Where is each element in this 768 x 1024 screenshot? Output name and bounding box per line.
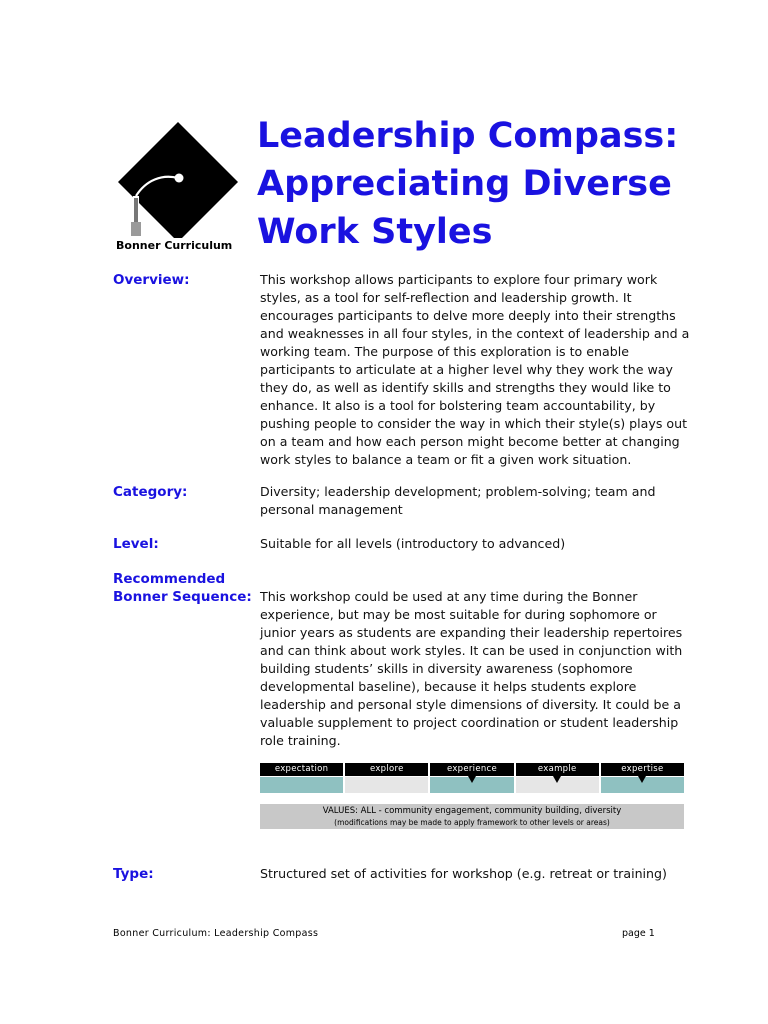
stage-expectation xyxy=(260,763,343,776)
text-line: This workshop allows participants to explore four primary work xyxy=(260,272,658,287)
text-line: pushing people to consider the way in which their style(s) plays out xyxy=(260,416,688,431)
text-line: This workshop could be used at any time during the Bonner xyxy=(260,589,638,604)
bonner-curriculum-logo xyxy=(112,118,242,258)
stage-label: explore xyxy=(369,764,404,774)
stage-marker-icon xyxy=(553,776,561,783)
text-line: valuable supplement to project coordination or student leadership xyxy=(260,715,679,730)
title-line: Work Styles xyxy=(257,212,493,252)
logo-caption: Bonner Curriculum xyxy=(116,239,233,252)
text-line: personal management xyxy=(260,502,403,517)
overview-text xyxy=(260,271,690,469)
text-line: participants to articulate at a higher level why they work the way xyxy=(260,362,673,377)
level-label xyxy=(113,535,159,553)
stage-fill-expectation xyxy=(260,777,343,793)
stage-label: expertise xyxy=(621,764,664,774)
sequence-label-line: Recommended xyxy=(113,571,226,587)
text-line: developmental baseline), because it helps students explore xyxy=(260,679,637,694)
text-line: styles, as a tool for self-reflection and leadership growth. It xyxy=(260,290,632,305)
category-label-text: Category: xyxy=(113,484,188,500)
type-label-text: Type: xyxy=(113,866,154,882)
values-note: (modifications may be made to apply framework to other levels or areas) xyxy=(334,818,610,827)
sequence-text xyxy=(260,588,690,750)
text-line: and can think about work styles. It can be used in conjunction with xyxy=(260,643,683,658)
level-text xyxy=(260,535,690,553)
text-line: Structured set of activities for workshop (e.g. retreat or training) xyxy=(260,866,667,881)
type-text xyxy=(260,865,690,883)
stage-label: experience xyxy=(446,764,498,774)
text-line: on a team and how each person might become better at changing xyxy=(260,434,680,449)
category-label xyxy=(113,483,187,501)
text-line: they do, as well as identify skills and strengths they would like to xyxy=(260,380,671,395)
level-label-text: Level: xyxy=(113,536,159,552)
text-line: leadership and personal style dimensions of diversity. It could be a xyxy=(260,697,681,712)
sequence-label-line: Bonner Sequence: xyxy=(113,589,252,605)
sequence-label xyxy=(113,570,252,606)
values-line: VALUES: ALL - community engagement, community building, diversity xyxy=(322,806,622,816)
bonner-sequence-graphic xyxy=(260,763,684,829)
title-line: Leadership Compass: xyxy=(257,116,679,156)
text-line: encourages participants to delve more deeply into their strengths xyxy=(260,308,676,323)
stage-fill-explore xyxy=(345,777,428,793)
values-box xyxy=(260,804,684,829)
category-text xyxy=(260,483,690,519)
page-number: page 1 xyxy=(622,928,655,939)
text-line: building students’ skills in diversity awareness (sophomore xyxy=(260,661,633,676)
stage-header-row xyxy=(260,763,684,776)
text-line: role training. xyxy=(260,733,341,748)
stage-marker-icon xyxy=(468,776,476,783)
stage-example xyxy=(516,763,599,776)
footer-title: Bonner Curriculum: Leadership Compass xyxy=(113,928,319,939)
text-line: enhance. It also is a tool for bolstering team accountability, by xyxy=(260,398,656,413)
stage-experience xyxy=(430,763,513,776)
text-line: working team. The purpose of this exploration is to enable xyxy=(260,344,629,359)
stage-label: expectation xyxy=(274,764,329,774)
type-label xyxy=(113,865,154,883)
text-line: junior years as students are expanding their leadership repertoires xyxy=(260,625,683,640)
page-title xyxy=(257,112,678,256)
stage-expertise xyxy=(601,763,684,776)
text-line: work styles to balance a team or fit a given work situation. xyxy=(260,452,632,467)
stage-marker-icon xyxy=(638,776,646,783)
text-line: Suitable for all levels (introductory to advanced) xyxy=(260,536,566,551)
overview-label-text: Overview: xyxy=(113,272,190,288)
stage-label: example xyxy=(537,764,577,774)
text-line: and weaknesses in all four styles, in the context of leadership and a xyxy=(260,326,690,341)
graduation-cap-diamond-icon xyxy=(112,118,242,238)
stage-explore xyxy=(345,763,428,776)
text-line: Diversity; leadership development; problem-solving; team and xyxy=(260,484,656,499)
title-line: Appreciating Diverse xyxy=(257,164,672,204)
text-line: experience, but may be most suitable for during sophomore or xyxy=(260,607,657,622)
overview-label xyxy=(113,271,190,289)
